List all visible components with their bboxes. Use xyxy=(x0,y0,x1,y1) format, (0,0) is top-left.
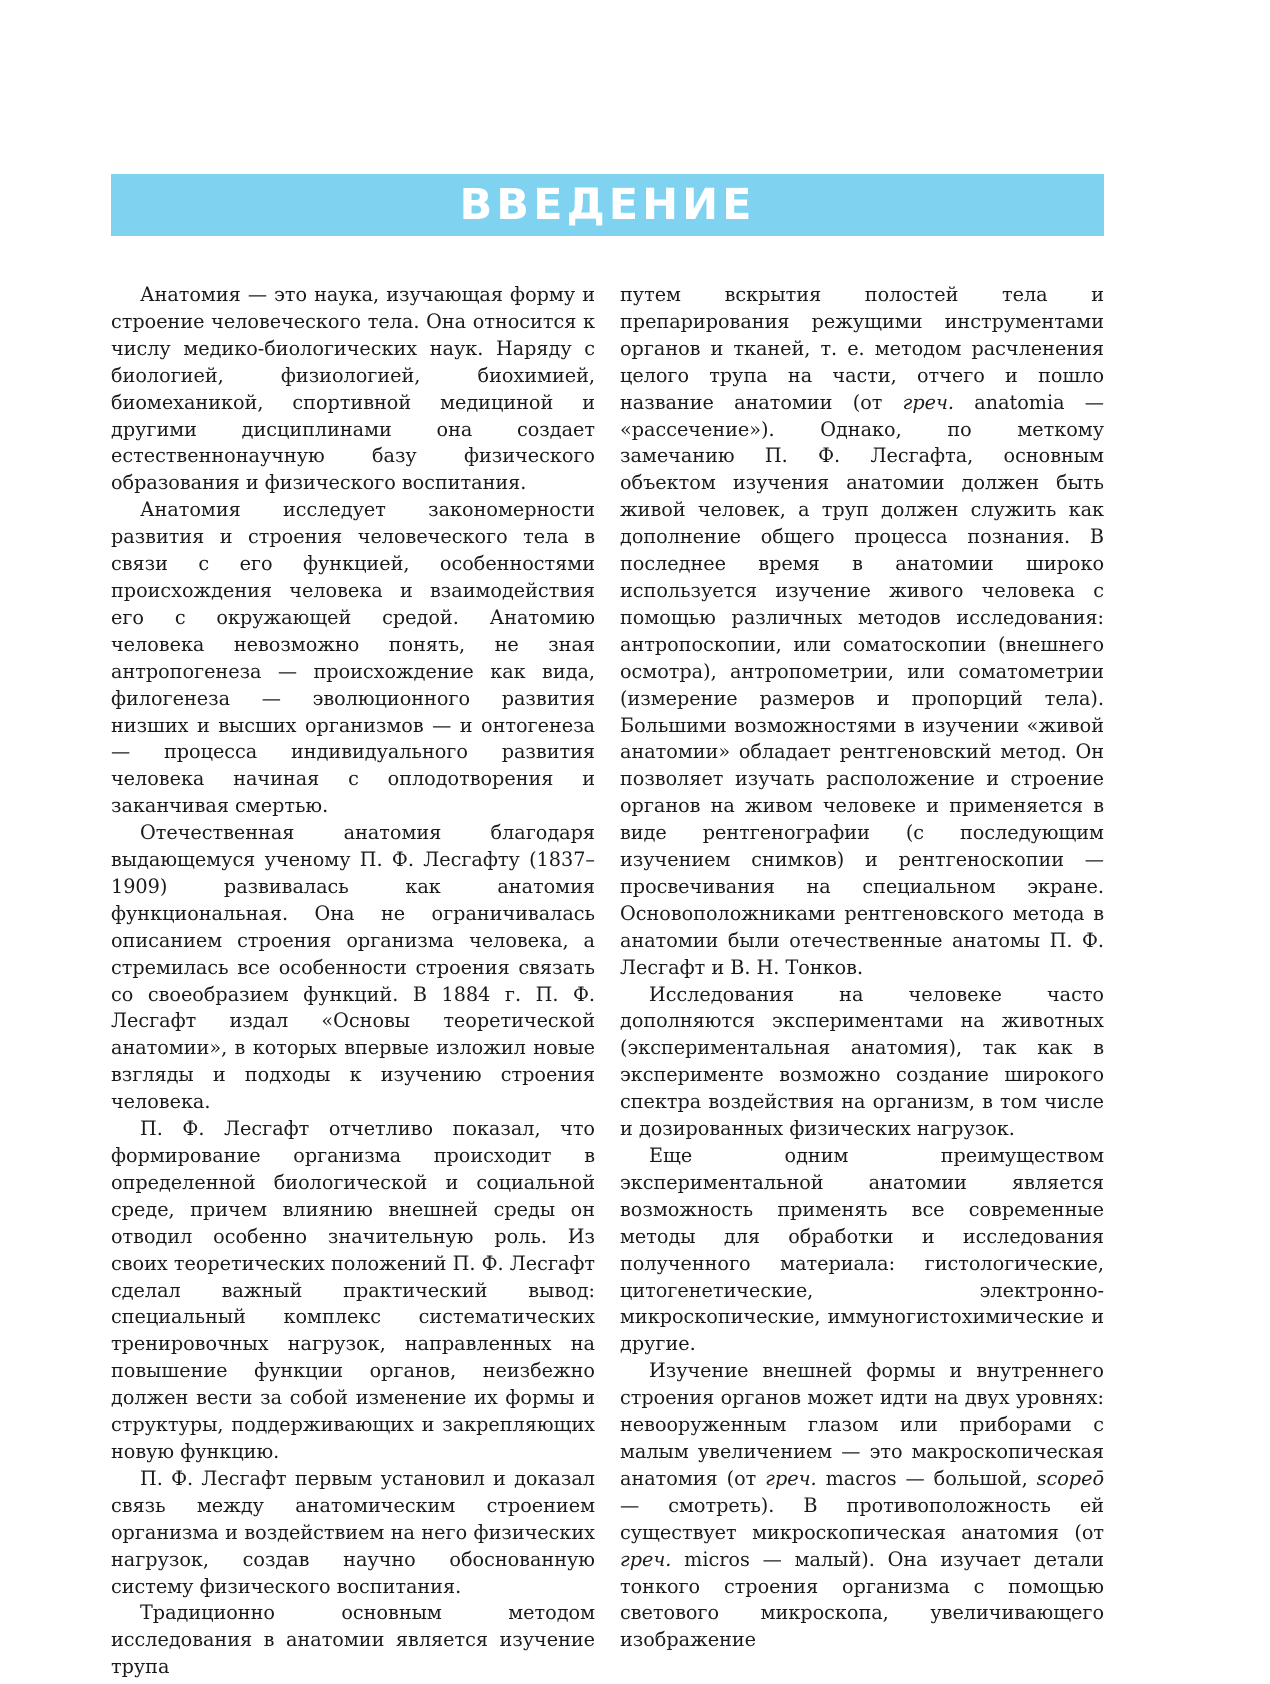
text-run: путем вскрытия полостей тела и препарирования режущими инструментами органов и тканей, т. е. методом расчленения целого трупа на части, отчего и пошло название анатомии (от xyxy=(620,283,1104,414)
text-column-right xyxy=(620,282,1104,1654)
paragraph: Традиционно основным методом исследования в анатомии является изучение трупа xyxy=(111,1601,595,1679)
paragraph: Исследования на человеке часто дополняются экспериментами на животных (экспериментальная анатомия), так как в эксперименте возможно создание широкого спектра воздействия на организм, в том числе и дозированных физических нагрузок. xyxy=(620,982,1104,1141)
greek-abbreviation: греч. xyxy=(765,1466,817,1490)
greek-abbreviation: греч. xyxy=(902,390,955,414)
text-run: Изучение внешней формы и внутреннего строения органов может идти на двух уровнях: невооруженным глазом или приборами с малым увеличением — это макроскопическая анатомия (от xyxy=(620,1359,1104,1490)
paragraph: П. Ф. Лесгафт первым установил и доказал связь между анатомическим строением организма и воздействием на него физических нагрузок, создав научно обоснованную систему физического воспитания. xyxy=(111,1466,595,1598)
text-run: — смотреть). В противоположность ей существует микроскопическая анатомия (от xyxy=(620,1493,1104,1544)
greek-term: scopeō xyxy=(1036,1466,1104,1490)
paragraph: Отечественная анатомия благодаря выдающемуся ученому П. Ф. Лесгафту (1837–1909) развивалась как анатомия функциональная. Она не ограничивалась описанием строения организма человека, а стремилась все особенности строения связать со своеобразием функций. В 1884 г. П. Ф. Лесгафт издал «Основы теоретической анатомии», в которых впервые изложил новые взгляды и подходы к изучению строения человека. xyxy=(111,821,595,1114)
text-column-left xyxy=(111,282,595,1681)
text-run: micros — малый). Она изучает детали тонкого строения организма с помощью светового микроскопа, увеличивающего изображение xyxy=(620,1547,1104,1652)
paragraph: Анатомия — это наука, изучающая форму и строение человеческого тела. Она относится к числу медико-биологических наук. Наряду с биологией, физиологией, биохимией, биомеханикой, спортивной медициной и другими дисциплинами она создает естественнонаучную базу физического образования и физического воспитания. xyxy=(111,283,595,495)
paragraph: П. Ф. Лесгафт отчетливо показал, что формирование организма происходит в определенной биологической и социальной среде, причем влиянию внешней среды он отводил особенно значительную роль. Из своих теоретических положений П. Ф. Лесгафт сделал важный практический вывод: специальный комплекс систематических тренировочных нагрузок, направленных на повышение функции органов, неизбежно должен вести за собой изменение их формы и структуры, поддерживающих и закрепляющих новую функцию. xyxy=(111,1117,595,1463)
text-run: anatomia — «рассечение»). Однако, по меткому замечанию П. Ф. Лесгафта, основным объектом изучения анатомии должен быть живой человек, а труп должен служить как дополнение общего процесса познания. В последнее время в анатомии широко используется изучение живого человека с помощью различных методов исследования: антропоскопии, или соматоскопии (внешнего осмотра), антропометрии, или соматометрии (измерение размеров и пропорций тела). Большими возможностями в изучении «живой анатомии» обладает рентгеновский метод. Он позволяет изучать расположение и строение органов на живом человеке и применяется в виде рентгенографии (с последующим изучением снимков) и рентгеноскопии — просвечивания на специальном экране. Основоположниками рентгеновского метода в анатомии были отечественные анатомы П. Ф. Лесгафт и В. Н. Тонков. xyxy=(620,390,1104,979)
chapter-title: ВВЕДЕНИЕ xyxy=(459,179,756,230)
paragraph: Еще одним преимуществом экспериментальной анатомии является возможность применять все современные методы для обработки и исследования полученного материала: гистологические, цитогенетические, электронно-микроскопические, иммуногистохимические и другие. xyxy=(620,1144,1104,1356)
chapter-title-banner xyxy=(111,174,1104,236)
paragraph: Анатомия исследует закономерности развития и строения человеческого тела в связи с его функцией, особенностями происхождения человека и взаимодействия его с окружающей средой. Анатомию человека невозможно понять, не зная антропогенеза — происхождение как вида, филогенеза — эволюционного развития низших и высших организмов — и онтогенеза — процесса индивидуального развития человека начиная с оплодотворения и заканчивая смертью. xyxy=(111,498,595,818)
text-run: macros — большой, xyxy=(816,1466,1037,1490)
greek-abbreviation: греч. xyxy=(620,1547,672,1571)
paragraph-continued xyxy=(620,282,1104,982)
paragraph xyxy=(620,1358,1104,1654)
